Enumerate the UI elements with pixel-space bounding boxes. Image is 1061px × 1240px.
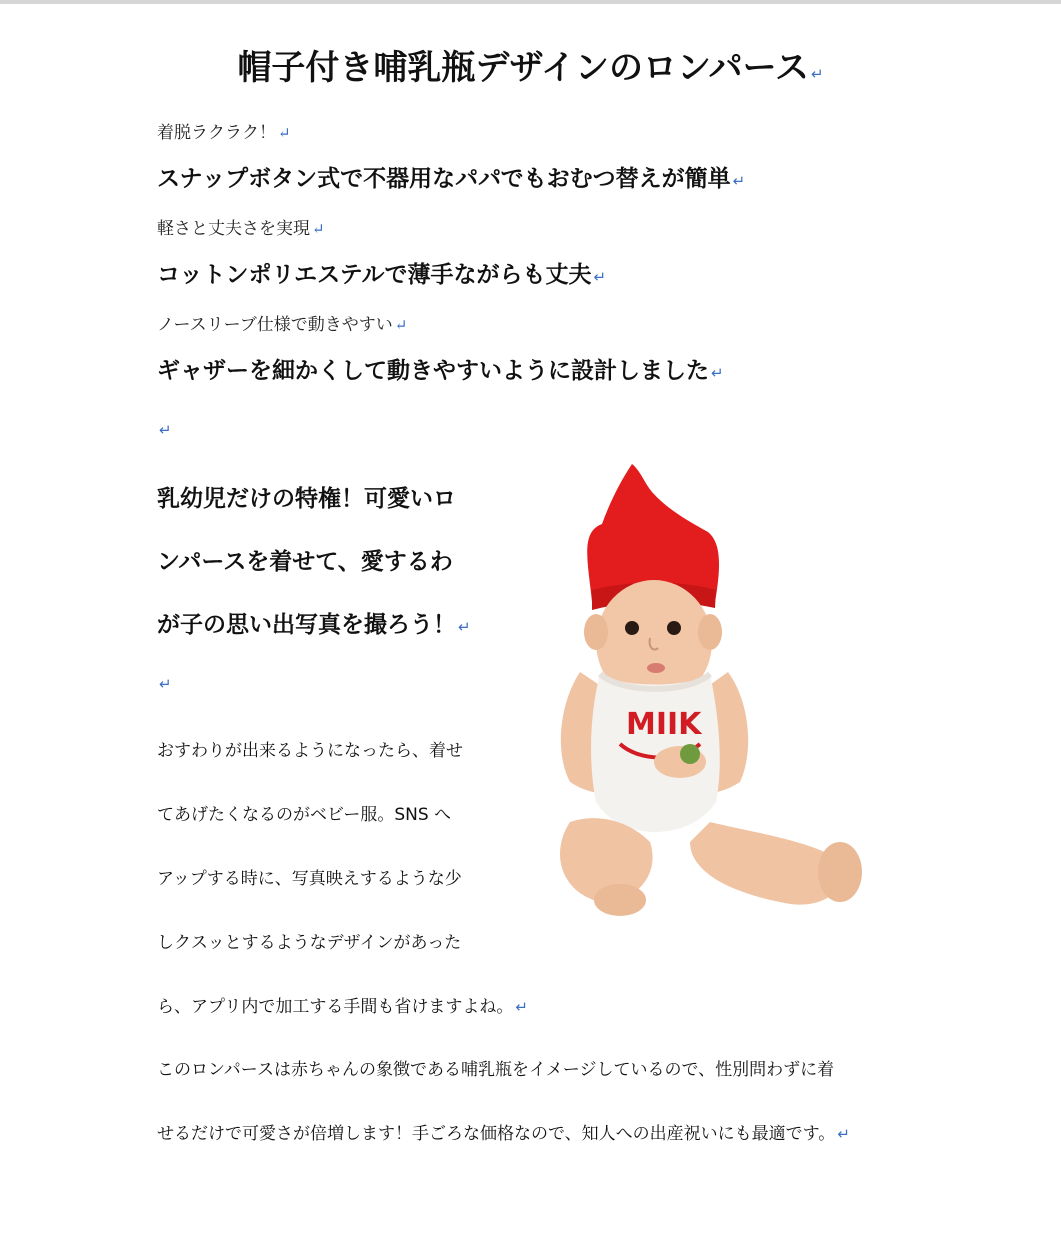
section-caption: 着脱ラクラク！ ↵ xyxy=(157,123,291,143)
baby-photo xyxy=(540,462,870,932)
return-mark: ↵ xyxy=(593,268,607,286)
feature-line: ンパースを着せて、愛するわ xyxy=(157,549,453,575)
section-caption: 軽さと丈夫さを実現 ↵ xyxy=(157,219,325,239)
return-mark: ↵ xyxy=(810,65,824,83)
window-top-border xyxy=(0,0,1061,4)
section-heading: ギャザーを細かくして動きやすいように設計しました ↵ xyxy=(157,358,724,384)
return-mark: ↵ xyxy=(312,220,325,238)
return-mark: ↵ xyxy=(711,364,724,382)
return-mark: ↵ xyxy=(394,316,408,334)
document-title: 帽子付き哺乳瓶デザインのロンパース ↵ xyxy=(237,48,824,88)
return-mark: ↵ xyxy=(458,618,471,636)
return-mark: ↵ xyxy=(732,172,746,190)
return-mark: ↵ xyxy=(159,675,172,693)
return-mark: ↵ xyxy=(515,998,528,1016)
return-mark: ↵ xyxy=(837,1125,850,1143)
feature-line: 乳幼児だけの特権！可愛いロ xyxy=(157,486,456,512)
empty-paragraph xyxy=(157,674,172,693)
body-line: ら、アプリ内で加工する手間も省けますよね。 ↵ xyxy=(157,997,528,1017)
shirt-print: MIIK xyxy=(626,707,702,742)
closing-line: このロンパースは赤ちゃんの象徴である哺乳瓶をイメージしているので、性別問わずに着 xyxy=(157,1060,835,1080)
body-line: アップする時に、写真映えするような少 xyxy=(157,869,462,889)
body-line: しクスッとするようなデザインがあった xyxy=(157,933,462,953)
return-mark: ↵ xyxy=(278,124,291,142)
section-caption: ノースリーブ仕様で動きやすい ↵ xyxy=(157,315,408,335)
section-heading: スナップボタン式で不器用なパパでもおむつ替えが簡単 ↵ xyxy=(157,166,746,192)
return-mark: ↵ xyxy=(159,421,172,439)
section-heading: コットンポリエステルで薄手ながらも丈夫 ↵ xyxy=(157,262,607,288)
body-line: てあげたくなるのがベビー服。SNS へ xyxy=(157,805,452,825)
closing-line: せるだけで可愛さが倍増します！手ごろな価格なので、知人への出産祝いにも最適です。 ↵ xyxy=(157,1124,850,1144)
feature-line: が子の思い出写真を撮ろう！ ↵ xyxy=(157,612,471,638)
body-line: おすわりが出来るようになったら、着せ xyxy=(157,741,463,761)
empty-paragraph xyxy=(157,420,172,439)
